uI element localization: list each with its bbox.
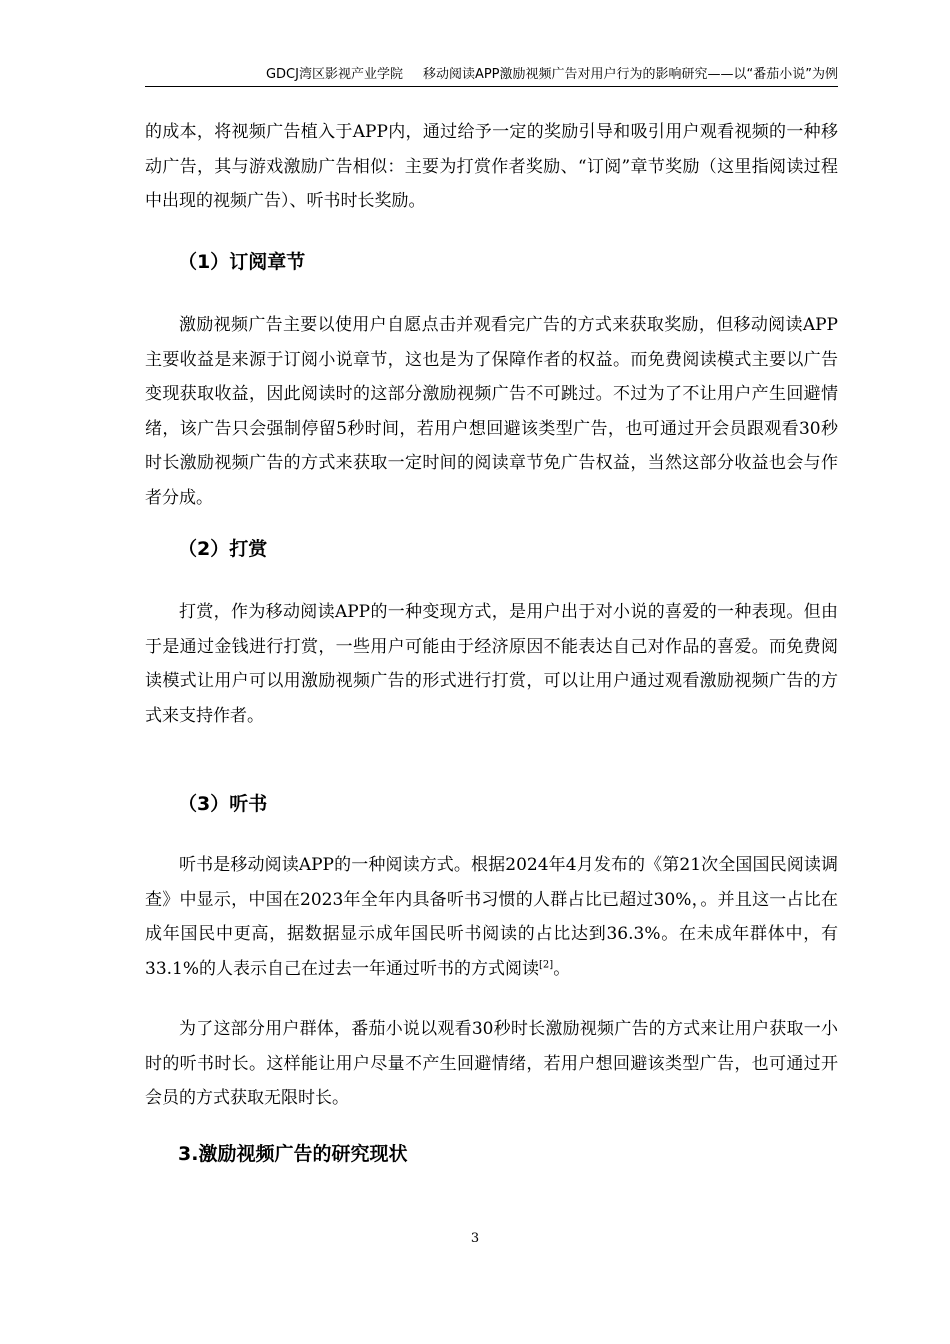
- intro-paragraph: 的成本，将视频广告植入于APP内，通过给予一定的奖励引导和吸引用户观看视频的一种移动广告，其与游戏激励广告相似：主要为打赏作者奖励、“订阅”章节奖励（这里指阅读过程中出现的视频广告）、听书时长奖励。: [145, 122, 838, 211]
- audiobook-paragraph-1-text: 听书是移动阅读APP的一种阅读方式。根据2024年4月发布的《第21次全国国民阅读调查》中显示，中国在2023年全年内具备听书习惯的人群占比已超过30%，。并且这一占比在成年国民中更高，据数据显示成年国民听书阅读的占比达到36.3%。在未成年群体中，有33.1%的人表示自己在过去一年通过听书的方式阅读: [145, 855, 838, 979]
- audiobook-heading: （3）听书: [178, 793, 268, 815]
- audiobook-paragraph-1: [145, 848, 838, 986]
- subscribe-heading: （1）订阅章节: [178, 251, 306, 273]
- subscribe-paragraph: 激励视频广告主要以使用户自愿点击并观看完广告的方式来获取奖励，但移动阅读APP主要收益是来源于订阅小说章节，这也是为了保障作者的权益。而免费阅读模式主要以广告变现获取收益，因此阅读时的这部分激励视频广告不可跳过。不过为了不让用户产生回避情绪，该广告只会强制停留5秒时间，若用户想回避该类型广告，也可通过开会员跟观看30秒时长激励视频广告的方式来获取一定时间的阅读章节免广告权益，当然这部分收益也会与作者分成。: [145, 315, 838, 508]
- audiobook-paragraph-1-end: 。: [553, 958, 571, 979]
- page-number: 3: [470, 1231, 480, 1246]
- header-title: 移动阅读APP激励视频广告对用户行为的影响研究——以“番茄小说”为例: [422, 67, 838, 82]
- section3-heading: 3.激励视频广告的研究现状: [178, 1143, 408, 1165]
- audiobook-paragraph-2: 为了这部分用户群体，番茄小说以观看30秒时长激励视频广告的方式来让用户获取一小时的听书时长。这样能让用户尽量不产生回避情绪，若用户想回避该类型广告，也可通过开会员的方式获取无限时长。: [145, 1019, 838, 1108]
- tip-heading: （2）打赏: [178, 538, 268, 560]
- citation-ref[interactable]: [2]: [539, 958, 554, 970]
- header-institution: GDCJ湾区影视产业学院: [265, 67, 403, 82]
- tip-paragraph: 打赏，作为移动阅读APP的一种变现方式，是用户出于对小说的喜爱的一种表现。但由于是通过金钱进行打赏，一些用户可能由于经济原因不能表达自己对作品的喜爱。而免费阅读模式让用户可以用激励视频广告的形式进行打赏，可以让用户通过观看激励视频广告的方式来支持作者。: [145, 602, 838, 726]
- page-header: [145, 64, 838, 87]
